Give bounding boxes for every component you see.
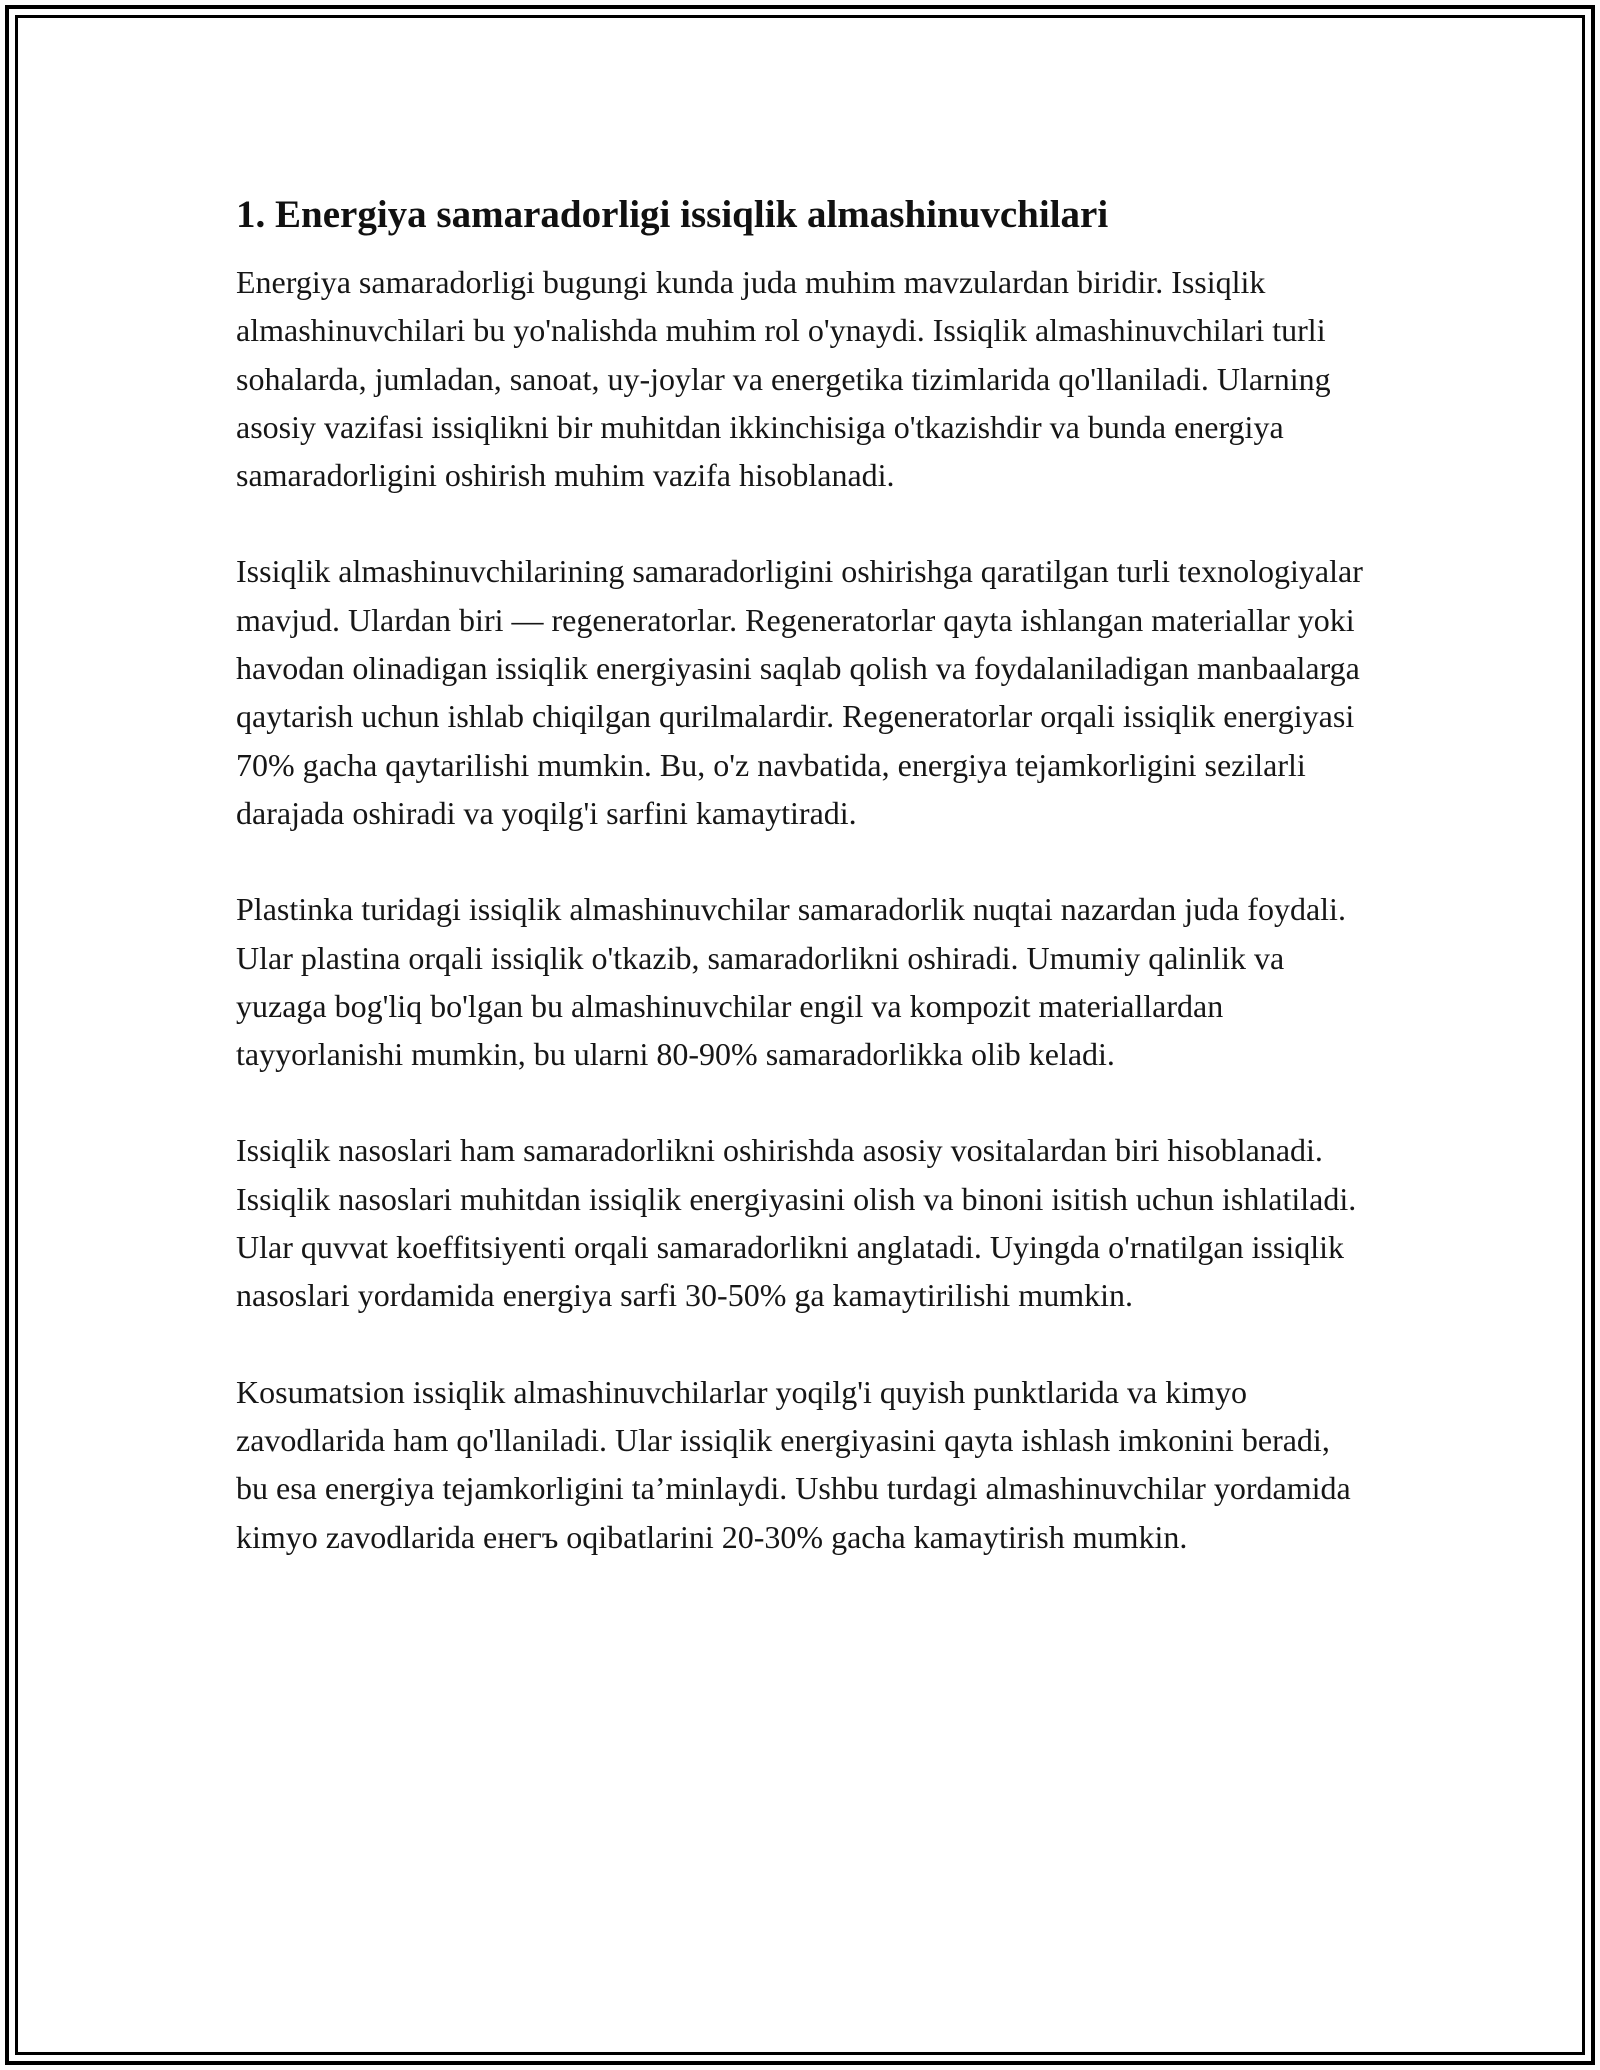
paragraph-4: Issiqlik nasoslari ham samaradorlikni oshirishda asosiy vositalardan biri hisoblanadi. Issiqlik nasoslari muhitdan issiqlik energiyasini olish va binoni isitish uchun ishlatiladi. Ular quvvat koeffitsiyenti orqali samaradorlikni anglatadi. Uyingda o'rnatilgan issiqlik nasoslari yordamida energiya sarfi 30-50% ga kamaytirilishi mumkin. [236,1132,1357,1314]
paragraph-2: Issiqlik almashinuvchilarining samaradorligini oshirishga qaratilgan turli texnologiyalar mavjud. Ulardan biri — regeneratorlar. Regeneratorlar qayta ishlangan materiallar yoki havodan olinadigan issiqlik energiyasini saqlab qolish va foydalaniladigan manbaalarga qaytarish uchun ishlab chiqilgan qurilmalardir. Regeneratorlar orqali issiqlik energiyasi 70% gacha qaytarilishi mumkin. Bu, o'z navbatida, energiya tejamkorligini sezilarli darajada oshiradi va yoqilg'i sarfini kamaytiradi. [236,553,1363,831]
paragraph-3: Plastinka turidagi issiqlik almashinuvchilar samaradorlik nuqtai nazardan juda foydali. Ular plastina orqali issiqlik o'tkazib, samaradorlikni oshiradi. Umumiy qalinlik va yuzaga bog'liq bo'lgan bu almashinuvchilar engil va kompozit materiallardan tayyorlanishi mumkin, bu ularni 80-90% samaradorlikka olib keladi. [236,891,1346,1073]
section-heading: 1. Energiya samaradorligi issiqlik almashinuvchilari [236,193,1109,236]
paragraph-1: Energiya samaradorligi bugungi kunda juda muhim mavzulardan biridir. Issiqlik almashinuvchilari bu yo'nalishda muhim rol o'ynaydi. Issiqlik almashinuvchilari turli sohalarda, jumladan, sanoat, uy-joylar va energetika tizimlarida qo'llaniladi. Ularning asosiy vazifasi issiqlikni bir muhitdan ikkinchisiga o'tkazishdir va bunda energiya samaradorligini oshirish muhim vazifa hisoblanadi. [236,264,1331,494]
paragraph-5: Kosumatsion issiqlik almashinuvchilarlar yoqilg'i quyish punktlarida va kimyo zavodlarida ham qo'llaniladi. Ular issiqlik energiyasini qayta ishlash imkonini beradi, bu esa energiya tejamkorligini ta’minlaydi. Ushbu turdagi almashinuvchilar yordamida kimyo zavodlarida енегъ oqibatlarini 20-30% gacha kamaytirish mumkin. [236,1373,1351,1555]
document-body [236,186,1366,1609]
